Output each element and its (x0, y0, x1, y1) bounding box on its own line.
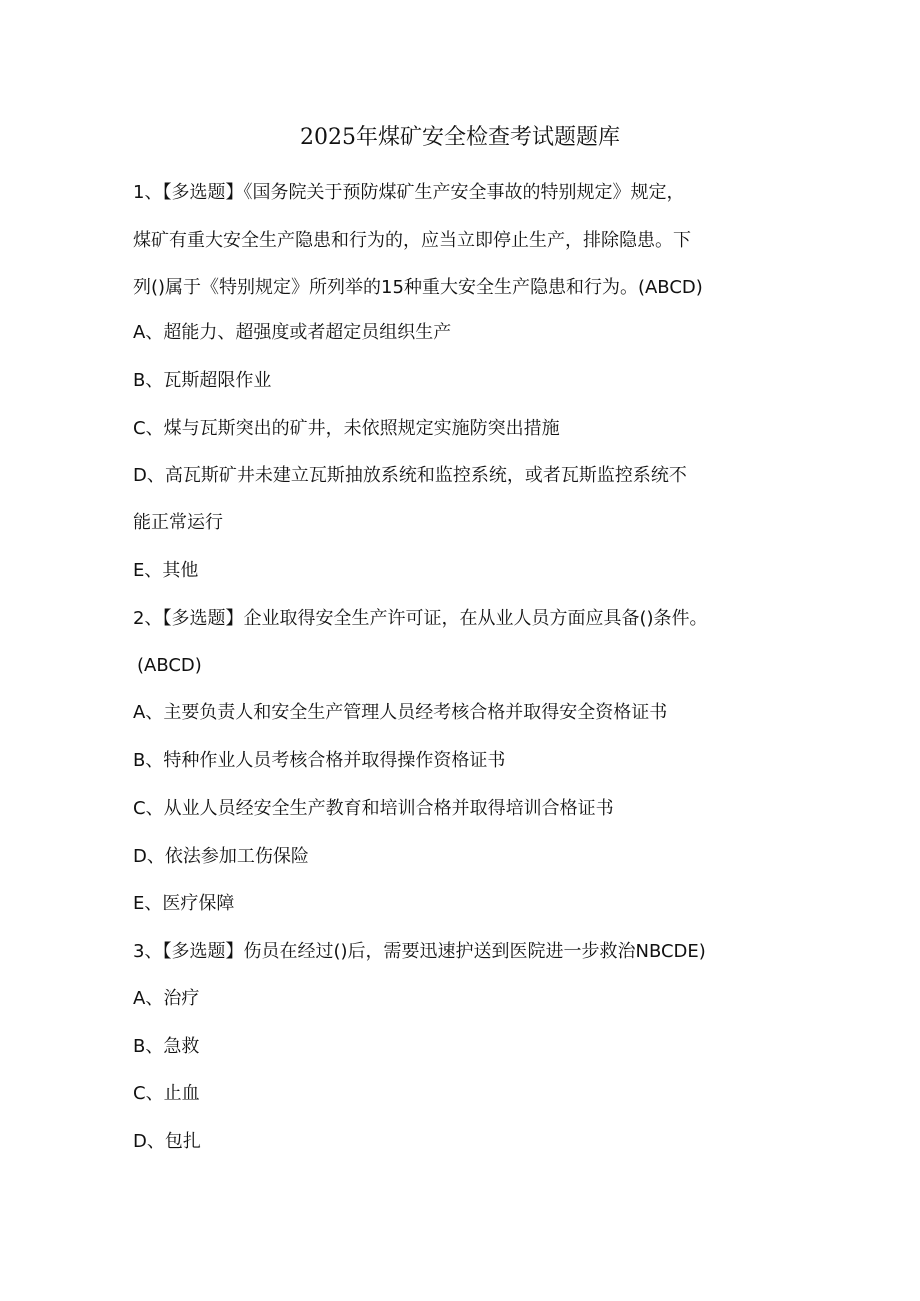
question-2-option-a: A、主要负责人和安全生产管理人员经考核合格并取得安全资格证书 (133, 702, 668, 723)
question-1-text-line-2: 煤矿有重大安全生产隐患和行为的，应当立即停止生产，排除隐患。下 (133, 230, 691, 251)
question-1-option-d-line-2: 能正常运行 (133, 512, 223, 533)
question-1-option-e: E、其他 (133, 560, 199, 581)
question-1-option-d-line-1: D、高瓦斯矿井未建立瓦斯抽放系统和监控系统，或者瓦斯监控系统不 (133, 465, 687, 486)
question-2-answer: (ABCD) (137, 655, 202, 676)
question-2-option-b: B、特种作业人员考核合格并取得操作资格证书 (133, 750, 506, 771)
question-3-option-b: B、急救 (133, 1036, 200, 1057)
question-2-option-e: E、医疗保障 (133, 893, 235, 914)
question-1-option-c: C、煤与瓦斯突出的矿井，未依照规定实施防突出措施 (133, 418, 560, 439)
question-3-option-c: C、止血 (133, 1083, 200, 1104)
question-2-option-c: C、从业人员经安全生产教育和培训合格并取得培训合格证书 (133, 798, 614, 819)
question-3-text: 3、【多选题】伤员在经过()后，需要迅速护送到医院进一步救治NBCDE) (133, 941, 706, 962)
document-title: 2025年煤矿安全检查考试题题库 (300, 125, 620, 150)
question-2-option-d: D、依法参加工伤保险 (133, 846, 309, 867)
question-1-option-b: B、瓦斯超限作业 (133, 370, 272, 391)
question-1-text-line-1: 1、【多选题】《国务院关于预防煤矿生产安全事故的特别规定》规定， (133, 182, 685, 203)
question-2-text-line-1: 2、【多选题】企业取得安全生产许可证，在从业人员方面应具备()条件。 (133, 608, 708, 629)
question-3-option-d: D、包扎 (133, 1131, 201, 1152)
question-1-option-a: A、超能力、超强度或者超定员组织生产 (133, 322, 452, 343)
question-1-text-line-3: 列()属于《特别规定》所列举的15种重大安全生产隐患和行为。(ABCD) (133, 277, 703, 298)
question-3-option-a: A、治疗 (133, 988, 200, 1009)
